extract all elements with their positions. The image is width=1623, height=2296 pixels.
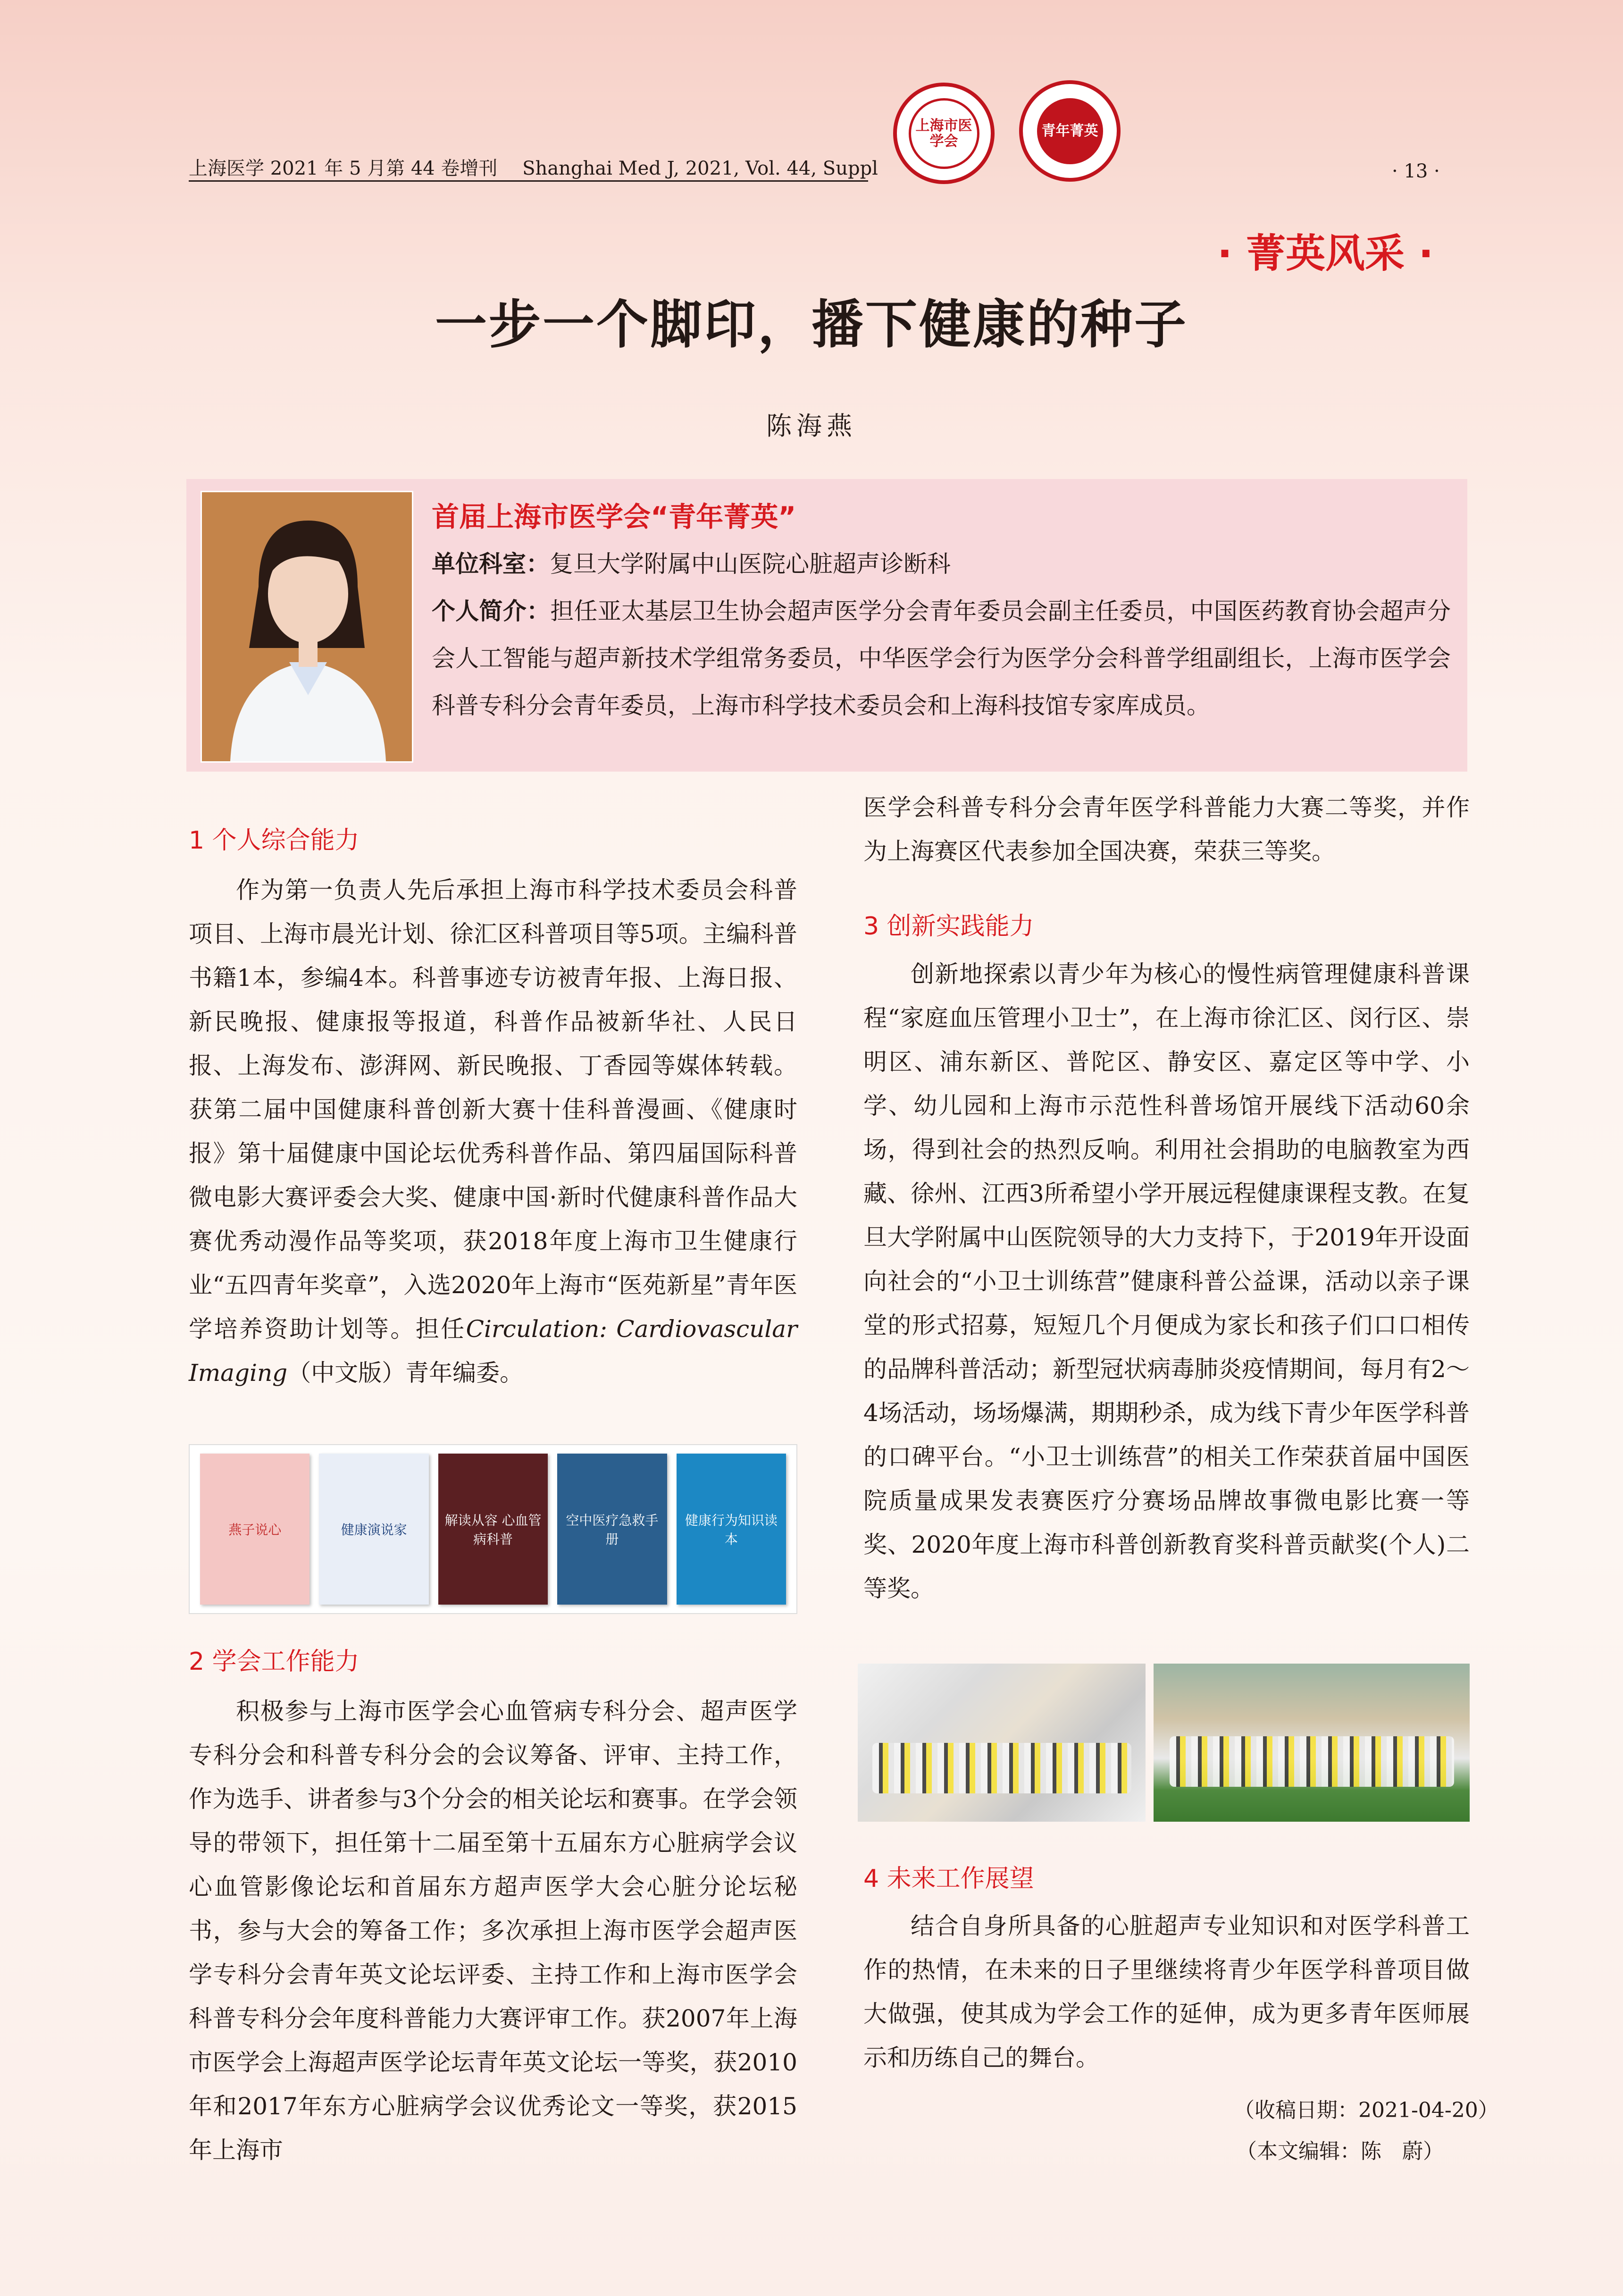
book-cover: 解读从容 心血管病科普 (438, 1454, 548, 1605)
bio-label: 个人简介： (432, 597, 551, 625)
section-heading-2: 2 学会工作能力 (189, 1648, 360, 1676)
section-body-1 (189, 868, 797, 1395)
book-covers-image (189, 1444, 797, 1614)
book-cover: 燕子说心 (200, 1454, 310, 1605)
bio-value: 担任亚太基层卫生协会超声医学分会青年委员会副主任委员，中国医药教育协会超声分会人工智能与超声新技术学组常务委员，中华医学会行为医学分会科普学组副组长，上海市医学会科普专科分会青年委员，上海市科学技术委员会和上海科技馆专家库成员。 (432, 597, 1451, 719)
page-number: · 13 · (1392, 160, 1440, 182)
section-body-2-cont (863, 786, 1470, 874)
activity-photo-1 (858, 1664, 1146, 1822)
book-cover: 健康演说家 (319, 1454, 428, 1605)
running-head (189, 153, 897, 180)
received-date: （收稿日期：2021-04-20） (1234, 2098, 1499, 2122)
author-name: 陈海燕 (766, 411, 857, 441)
article-title: 一步一个脚印，播下健康的种子 (435, 294, 1188, 355)
author-portrait (201, 491, 413, 763)
logo-text: 青年菁英 (1035, 96, 1105, 167)
section-body-2 (189, 1690, 797, 2172)
book-cover: 空中医疗急救手册 (557, 1454, 667, 1605)
shanghai-medical-association-logo (893, 83, 995, 184)
journal-title-cn: 上海医学 2021 年 5 月第 44 卷增刊 (189, 158, 498, 179)
activity-photo-2 (1154, 1664, 1470, 1822)
book-cover: 健康行为知识读本 (677, 1454, 786, 1605)
section-heading-3: 3 创新实践能力 (863, 912, 1034, 941)
section-4-text: 结合自身所具备的心脏超声专业知识和对医学科普工作的热情，在未来的日子里继续将青少年医学科普项目做大做强，使其成为学会工作的延伸，成为更多青年医师展示和历练自己的舞台。 (863, 1912, 1470, 2071)
editor-note: （本文编辑：陈 蔚） (1236, 2139, 1444, 2163)
section-body-4 (863, 1904, 1470, 2080)
column-label: · 菁英风采 · (1217, 230, 1434, 277)
section-body-3 (863, 952, 1470, 1611)
group-photo (872, 1743, 1131, 1793)
section-2-text-cont: 医学会科普专科分会青年医学科普能力大赛二等奖，并作为上海赛区代表参加全国决赛，荣获三等奖。 (863, 794, 1470, 865)
portrait-illustration (202, 492, 412, 761)
section-2-text: 积极参与上海市医学会心血管病专科分会、超声医学专科分会和科普专科分会的会议筹备、评审、主持工作，作为选手、讲者参与3个分会的相关论坛和赛事。在学会领导的带领下，担任第十二届至第十五届东方心脏病学会议心血管影像论坛和首届东方超声医学大会心脏分论坛秘书，参与大会的筹备工作；多次承担上海市医学会超声医学专科分会青年英文论坛评委、主持工作和上海市医学会科普专科分会年度科普能力大赛评审工作。获2007年上海市医学会上海超声医学论坛青年英文论坛一等奖，获2010年和2017年东方心脏病学会议优秀论文一等奖，获2015年上海市 (189, 1698, 797, 2164)
group-photo (1170, 1736, 1454, 1787)
section-3-text: 创新地探索以青少年为核心的慢性病管理健康科普课程“家庭血压管理小卫士”，在上海市徐汇区、闵行区、崇明区、浦东新区、普陀区、静安区、嘉定区等中学、小学、幼儿园和上海市示范性科普场馆开展线下活动60余场，得到社会的热烈反响。利用社会捐助的电脑教室为西藏、徐州、江西3所希望小学开展远程健康课程支教。在复旦大学附属中山医院领导的大力支持下，于2019年开设面向社会的“小卫士训练营”健康科普公益课，活动以亲子课堂的形式招募，短短几个月便成为家长和孩子们口口相传的品牌科普活动；新型冠状病毒肺炎疫情期间，每月有2～4场活动，场场爆满，期期秒杀，成为线下青少年医学科普的口碑平台。“小卫士训练营”的相关工作荣获首届中国医院质量成果发表赛医疗分赛场品牌故事微电影比赛一等奖、2020年度上海市科普创新教育奖科普贡献奖(个人)二等奖。 (863, 960, 1470, 1602)
dept-label: 单位科室： (432, 550, 550, 578)
profile-heading: 首届上海市医学会“青年菁英” (432, 501, 796, 533)
section-heading-4: 4 未来工作展望 (863, 1865, 1034, 1893)
logo-text: 上海市医学会 (909, 98, 979, 169)
header-rule (189, 180, 868, 182)
journal-name: Circulation: Cardiovascular Imaging (189, 1315, 798, 1387)
journal-title-en: Shanghai Med J, 2021, Vol. 44, Suppl (522, 158, 878, 179)
dept-value: 复旦大学附属中山医院心脏超声诊断科 (550, 550, 951, 578)
young-elite-logo (1019, 80, 1121, 182)
section-heading-1: 1 个人综合能力 (189, 826, 360, 855)
section-1-text: 作为第一负责人先后承担上海市科学技术委员会科普项目、上海市晨光计划、徐汇区科普项目等5项。主编科普书籍1本，参编4本。科普事迹专访被青年报、上海日报、新民晚报、健康报等报道，科普作品被新华社、人民日报、上海发布、澎湃网、新民晚报、丁香园等媒体转载。获第二届中国健康科普创新大赛十佳科普漫画、《健康时报》第十届健康中国论坛优秀科普作品、第四届国际科普微电影大赛评委会大奖、健康中国·新时代健康科普作品大赛优秀动漫作品等奖项，获2018年度上海市卫生健康行业“五四青年奖章”，入选2020年上海市“医苑新星”青年医学培养资助计划等。担任 (189, 876, 797, 1343)
section-1-text-end: （中文版）青年编委。 (287, 1359, 524, 1387)
profile-text (432, 540, 1451, 729)
